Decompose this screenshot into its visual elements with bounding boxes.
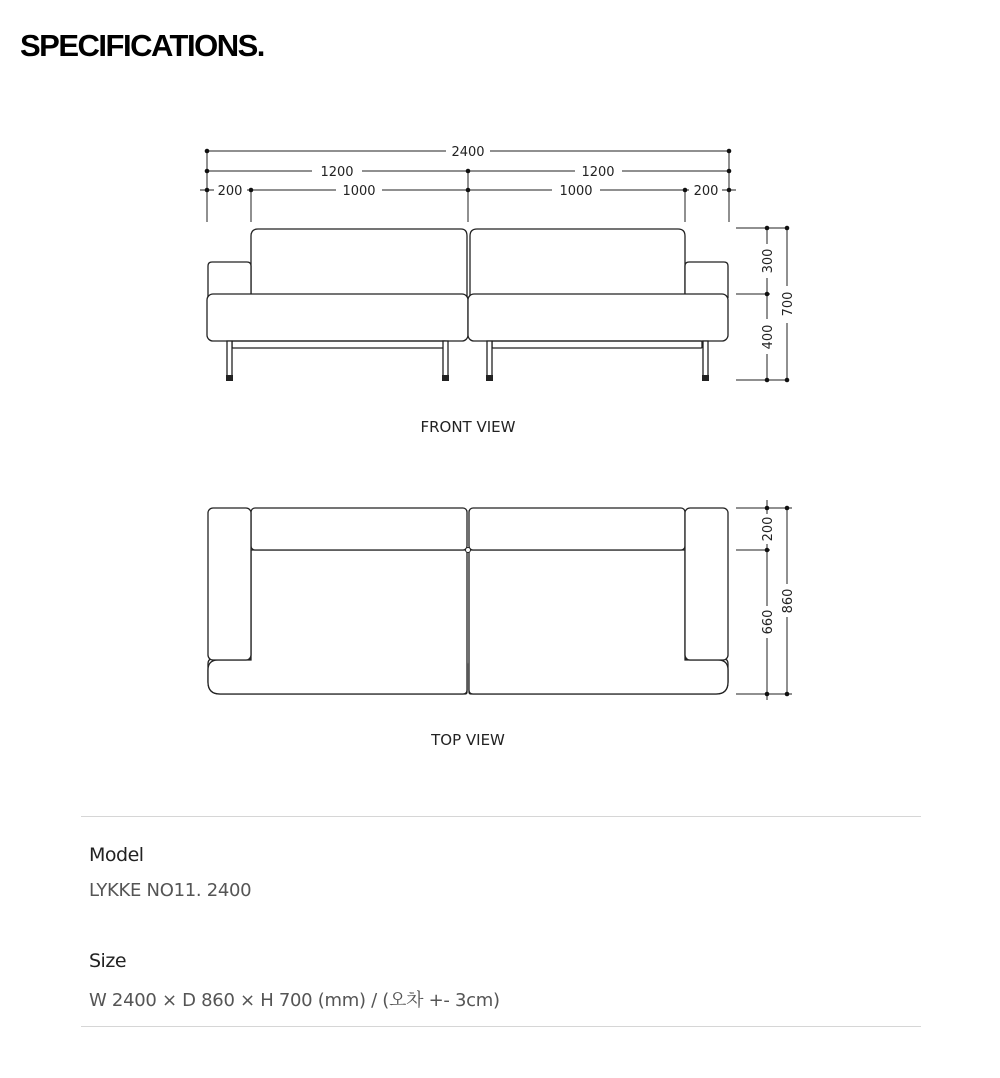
dim-seat-right: 1000 (559, 184, 593, 199)
sofa-front-feet (226, 375, 709, 381)
dim-back-depth: 200 (761, 516, 776, 542)
size-label: Size (89, 950, 127, 972)
sofa-top-outline (208, 508, 728, 694)
top-view-dimension-labels (761, 517, 796, 635)
dim-total-depth: 860 (781, 588, 796, 614)
sofa-front-outline (207, 229, 728, 379)
divider-bottom (81, 1026, 921, 1027)
dim-seat-depth: 660 (761, 609, 776, 635)
size-value: W 2400 × D 860 × H 700 (mm) / (오차 +- 3cm) (89, 990, 500, 1011)
page-title: SPECIFICATIONS. (20, 28, 264, 63)
model-label: Model (89, 844, 144, 866)
dim-seat-left: 1000 (342, 184, 376, 199)
model-value: LYKKE NO11. 2400 (89, 880, 252, 901)
dim-half-right: 1200 (581, 165, 615, 180)
dim-arm-left: 200 (217, 184, 243, 199)
divider-top (81, 816, 921, 817)
top-view-label: TOP VIEW (431, 731, 505, 749)
dim-back-height: 300 (761, 248, 776, 274)
front-view-label: FRONT VIEW (420, 418, 516, 436)
dim-total-width: 2400 (451, 145, 485, 160)
dim-arm-right: 200 (693, 184, 719, 199)
dim-seat-height: 400 (761, 324, 776, 350)
dim-total-height: 700 (781, 291, 796, 317)
dim-half-left: 1200 (320, 165, 354, 180)
